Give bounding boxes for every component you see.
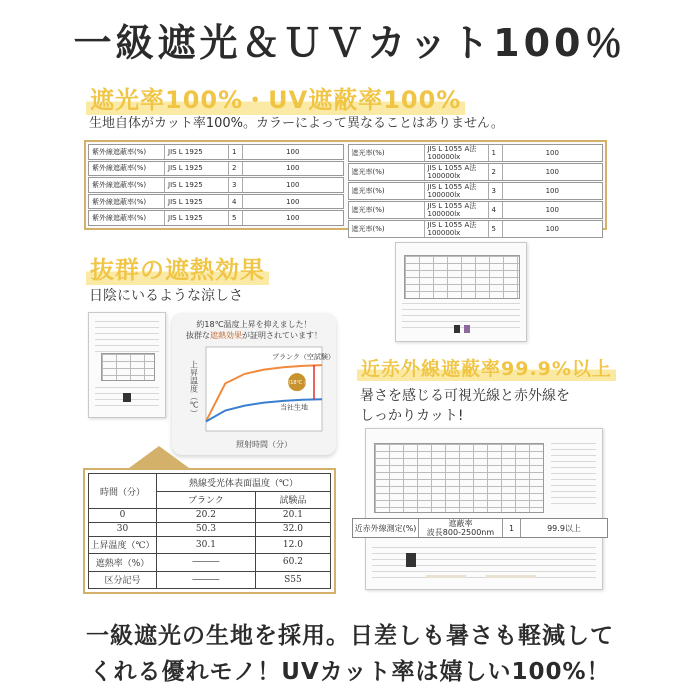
heat-table (88, 473, 331, 589)
light-row (348, 182, 604, 200)
chart-ylabel: 上昇温度（℃） (189, 360, 199, 418)
report-swatch (454, 325, 460, 333)
report-swatch (406, 553, 416, 567)
bottom-copy-line2: くれる優れモノ！UVカット率は嬉しい100%！ (89, 659, 611, 685)
heat-cell-sample: 60.2 (255, 554, 330, 572)
blocking-heading: 遮光率100%・UV遮蔽率100% (86, 80, 465, 115)
heat-header-caption: 熱線受光体表面温度（℃） (157, 474, 331, 492)
heat-cell-label: 0 (89, 509, 157, 523)
uv-name: 紫外線遮蔽率(%) (89, 195, 165, 209)
uv-row (88, 210, 344, 226)
report-grid (374, 443, 544, 513)
uv-no: 2 (229, 162, 243, 176)
heat-table-row (89, 554, 331, 572)
heat-table-row (89, 571, 331, 589)
chart-annotation: 約18℃ 差 (285, 380, 309, 387)
heat-cell-label: 遮熱率（%） (89, 554, 157, 572)
test-report-image-top (395, 242, 527, 342)
uv-standard: JIS L 1925 (165, 162, 229, 176)
uv-standard: JIS L 1925 (165, 195, 229, 209)
bottom-copy (0, 618, 700, 690)
light-no: 2 (489, 164, 503, 180)
light-no: 1 (489, 145, 503, 161)
heat-cell-blank: ――― (157, 571, 256, 589)
report-lines (95, 321, 159, 357)
nir-heading: 近赤外線遮蔽率99.9%以上 (357, 354, 616, 381)
uv-value: 100 (286, 180, 300, 189)
uv-standard: JIS L 1925 (165, 145, 229, 159)
blocking-subtitle: 生地自体がカット率100%。カラーによって異なることはありません。 (89, 116, 504, 131)
report-lines (402, 303, 520, 333)
nir-strip-no: 1 (503, 519, 521, 537)
nir-strip-method-2: 波長800-2500nm (426, 528, 495, 537)
nir-subtitle-line1: 暑さを感じる可視光線と赤外線を (360, 388, 570, 404)
uv-value: 100 (286, 197, 300, 206)
light-standard: JIS L 1055 A法 100000lx (425, 221, 489, 237)
heat-cell-blank: 20.2 (157, 509, 256, 523)
heat-heading: 抜群の遮熱効果 (86, 250, 269, 285)
report-stamp (486, 575, 536, 578)
uv-name: 紫外線遮蔽率(%) (89, 162, 165, 176)
light-row (348, 201, 604, 219)
light-standard: JIS L 1055 A法 100000lx (425, 183, 489, 199)
uv-no: 5 (229, 211, 243, 225)
nir-subtitle-line2: しっかりカット! (360, 408, 464, 424)
light-standard: JIS L 1055 A法 100000lx (425, 145, 489, 161)
light-no: 5 (489, 221, 503, 237)
chart-series-label: 当社生地 (280, 403, 308, 412)
nir-strip-method (419, 519, 503, 537)
heat-cell-sample: 12.0 (255, 536, 330, 554)
heat-table-row (89, 536, 331, 554)
nir-strip-name: 近赤外線測定(%) (353, 519, 419, 537)
light-standard: JIS L 1055 A法 100000lx (425, 202, 489, 218)
light-name: 遮光率(%) (349, 221, 425, 237)
heat-report-image (88, 312, 166, 418)
chart-note-pre: 抜群な (186, 331, 210, 340)
light-name: 遮光率(%) (349, 145, 425, 161)
chart-xlabel: 照射時間（分） (236, 440, 292, 449)
uv-standard: JIS L 1925 (165, 178, 229, 192)
chart-note-highlight: 遮熱効果 (210, 331, 242, 340)
uv-no: 1 (229, 145, 243, 159)
uv-row (88, 177, 344, 193)
heat-cell-sample: 32.0 (255, 522, 330, 536)
light-standard: JIS L 1055 A法 100000lx (425, 164, 489, 180)
light-value: 100 (545, 187, 559, 195)
light-row (348, 144, 604, 162)
bottom-copy-line1: 一級遮光の生地を採用。日差しも暑さも軽減して (86, 623, 614, 649)
light-no: 4 (489, 202, 503, 218)
nir-subtitle (360, 386, 610, 426)
nir-strip-method-1: 遮蔽率 (448, 519, 473, 528)
heat-cell-label: 上昇温度（℃） (89, 536, 157, 554)
nir-result-strip (352, 518, 608, 538)
light-results-column (348, 144, 604, 237)
heat-table-frame (83, 468, 336, 594)
heat-col-blank: ブランク (157, 491, 256, 509)
light-value: 100 (545, 206, 559, 214)
uv-value: 100 (286, 147, 300, 156)
light-value: 100 (545, 149, 559, 157)
heat-cell-sample: 20.1 (255, 509, 330, 523)
uv-value: 100 (286, 164, 300, 173)
heat-cell-label: 30 (89, 522, 157, 536)
light-row (348, 163, 604, 181)
uv-name: 紫外線遮蔽率(%) (89, 211, 165, 225)
light-name: 遮光率(%) (349, 164, 425, 180)
light-no: 3 (489, 183, 503, 199)
report-stamp (426, 575, 466, 578)
report-grid (101, 353, 155, 381)
uv-standard: JIS L 1925 (165, 211, 229, 225)
page-title: 一級遮光＆ＵＶカット100％ (73, 21, 627, 65)
test-results-table (84, 140, 607, 237)
report-swatch (123, 393, 131, 402)
heat-col-sample: 試験品 (255, 491, 330, 509)
nir-report-image (365, 428, 603, 590)
heat-subtitle: 日陰にいるような涼しさ (89, 288, 243, 304)
uv-results-column (88, 144, 344, 226)
chart-note-line1: 約18℃温度上昇を抑えました！ (196, 320, 312, 329)
uv-row (88, 161, 344, 177)
light-value: 100 (545, 168, 559, 176)
chart-note-post: が証明されています！ (242, 331, 322, 340)
report-lines (551, 443, 596, 509)
heat-chart-card (172, 313, 336, 455)
light-row (348, 220, 604, 238)
uv-no: 4 (229, 195, 243, 209)
light-name: 遮光率(%) (349, 183, 425, 199)
heat-cell-blank: 50.3 (157, 522, 256, 536)
uv-name: 紫外線遮蔽率(%) (89, 145, 165, 159)
heat-cell-blank: ――― (157, 554, 256, 572)
heat-table-row (89, 522, 331, 536)
heat-cell-sample: S55 (255, 571, 330, 589)
chart-series-label: ブランク（空試験） (272, 353, 335, 362)
uv-no: 3 (229, 178, 243, 192)
report-swatch (464, 325, 470, 333)
heat-cell-label: 区分記号 (89, 571, 157, 589)
uv-name: 紫外線遮蔽率(%) (89, 178, 165, 192)
heat-cell-blank: 30.1 (157, 536, 256, 554)
light-name: 遮光率(%) (349, 202, 425, 218)
light-value: 100 (545, 225, 559, 233)
uv-row (88, 194, 344, 210)
uv-value: 100 (286, 214, 300, 223)
report-grid (404, 255, 520, 299)
heat-line-chart (172, 313, 336, 455)
heat-table-row (89, 509, 331, 523)
uv-row (88, 144, 344, 160)
heat-col-time: 時間（分） (89, 474, 157, 509)
nir-strip-value: 99.9以上 (547, 523, 581, 533)
